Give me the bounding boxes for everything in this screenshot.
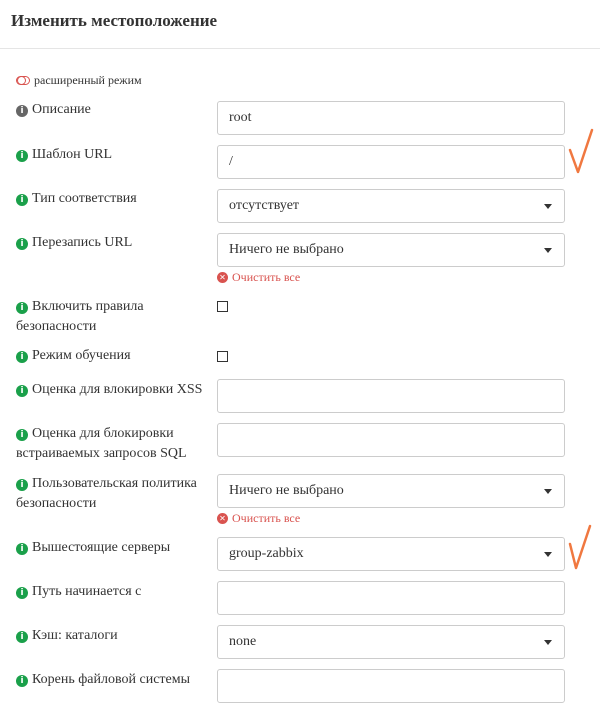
learning-mode-label: i Режим обучения bbox=[16, 346, 211, 366]
upstream-servers-label: i Вышестоящие серверы bbox=[16, 538, 211, 558]
learning-mode-checkbox[interactable] bbox=[217, 351, 228, 362]
description-label: i Описание bbox=[16, 100, 211, 120]
security-rules-label: i Включить правила безопасности bbox=[16, 299, 144, 334]
dialog-title: Изменить местоположение bbox=[11, 11, 218, 30]
dialog-header bbox=[0, 0, 600, 49]
sql-score-input[interactable] bbox=[217, 423, 565, 457]
advanced-mode-toggle[interactable] bbox=[16, 73, 142, 88]
security-policy-clear-link[interactable]: ✕ Очистить все bbox=[217, 511, 300, 525]
info-icon: i bbox=[16, 587, 28, 599]
info-icon: i bbox=[16, 194, 28, 206]
url-rewrite-label: i Перезапись URL bbox=[16, 233, 211, 253]
info-icon: i bbox=[16, 302, 28, 314]
caret-down-icon bbox=[544, 552, 552, 557]
sql-score-label: i Оценка для блокировки встраиваемых запросов SQL bbox=[16, 426, 187, 461]
info-icon: i bbox=[16, 238, 28, 250]
clear-icon: ✕ bbox=[217, 272, 228, 283]
path-starts-input[interactable] bbox=[217, 581, 565, 615]
upstream-servers-select[interactable]: group-zabbix bbox=[217, 537, 565, 571]
advanced-mode-label: расширенный режим bbox=[34, 73, 142, 87]
match-type-label: i Тип соответствия bbox=[16, 189, 211, 209]
description-input[interactable]: root bbox=[217, 101, 565, 135]
info-icon: i bbox=[16, 543, 28, 555]
path-starts-label: i Путь начинается с bbox=[16, 582, 211, 602]
info-icon: i bbox=[16, 479, 28, 491]
url-rewrite-clear-link[interactable]: ✕ Очистить все bbox=[217, 270, 300, 284]
info-icon: i bbox=[16, 385, 28, 397]
security-policy-select[interactable]: Ничего не выбрано bbox=[217, 474, 565, 508]
info-icon: i bbox=[16, 351, 28, 363]
security-rules-checkbox[interactable] bbox=[217, 301, 228, 312]
url-template-label: i Шаблон URL bbox=[16, 145, 211, 165]
info-icon: i bbox=[16, 150, 28, 162]
caret-down-icon bbox=[544, 204, 552, 209]
fs-root-input[interactable] bbox=[217, 669, 565, 703]
fs-root-label: i Корень файловой системы bbox=[16, 670, 211, 690]
match-type-select[interactable]: отсутствует bbox=[217, 189, 565, 223]
xss-score-label: i Оценка для влокировки XSS bbox=[16, 380, 211, 400]
cache-dirs-label: i Кэш: каталоги bbox=[16, 626, 211, 646]
clear-icon: ✕ bbox=[217, 513, 228, 524]
annotation-check-icon bbox=[566, 126, 596, 176]
xss-score-input[interactable] bbox=[217, 379, 565, 413]
info-icon: i bbox=[16, 105, 28, 117]
url-rewrite-select[interactable]: Ничего не выбрано bbox=[217, 233, 565, 267]
caret-down-icon bbox=[544, 489, 552, 494]
security-policy-label: i Пользовательская политика безопасности bbox=[16, 476, 197, 511]
caret-down-icon bbox=[544, 248, 552, 253]
url-template-input[interactable]: / bbox=[217, 145, 565, 179]
cache-dirs-select[interactable]: none bbox=[217, 625, 565, 659]
info-icon: i bbox=[16, 429, 28, 441]
info-icon: i bbox=[16, 631, 28, 643]
info-icon: i bbox=[16, 675, 28, 687]
toggle-icon[interactable] bbox=[16, 76, 30, 85]
annotation-check-icon bbox=[566, 522, 596, 572]
caret-down-icon bbox=[544, 640, 552, 645]
